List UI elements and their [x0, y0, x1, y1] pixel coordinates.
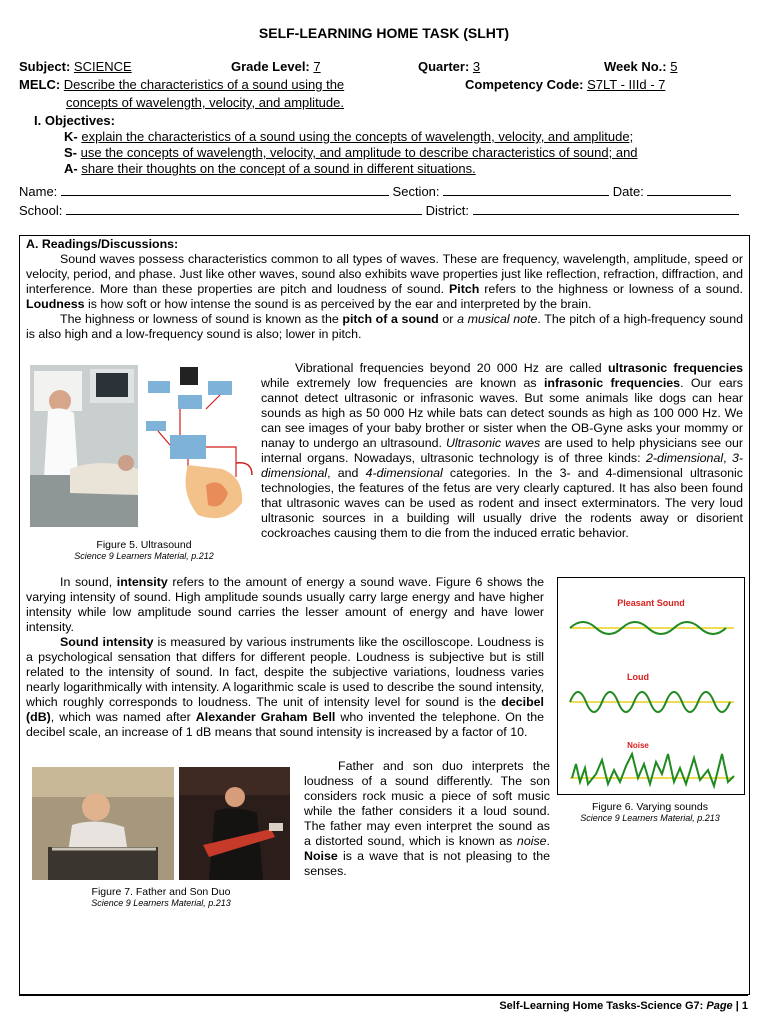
name-blank[interactable] — [61, 184, 389, 196]
week-field: Week No.: 5 — [604, 59, 678, 74]
competency-value: S7LT - IIId - 7 — [587, 77, 666, 92]
quarter-value: 3 — [472, 59, 481, 74]
melc-line-2: concepts of wavelength, velocity, and amplitude. — [66, 95, 344, 110]
melc-line-1: Describe the characteristics of a sound using the — [63, 77, 345, 92]
school-blank[interactable] — [66, 203, 422, 215]
objective-skill: S- use the concepts of wavelength, velocity, and amplitude to describe characteristics of sound; and — [64, 145, 638, 160]
name-row: Name: Section: Date: — [19, 184, 749, 199]
paragraph-6: Father and son duo interprets the loudness of a sound differently. The son considers rock music a piece of soft music while the father considers it a loud sound. The father may even interpret the sound as a distorted sound, which is known as noise. Noise is a wave that is not pleasing to the senses. — [304, 759, 550, 878]
paragraph-6-top — [304, 759, 550, 879]
paragraphs-4-5 — [26, 575, 544, 740]
grade-field: Grade Level: 7 — [231, 59, 321, 74]
district-blank[interactable] — [473, 203, 739, 215]
objectives-heading: I. Objectives: — [34, 113, 115, 128]
paragraph-2: The highness or lowness of sound is known as the pitch of a sound or a musical note. The pitch of a high-frequency sound is also high and a low-frequency sound is also; lower in pitch. — [26, 312, 743, 341]
paragraph-1: Sound waves possess characteristics common to all types of waves. These are frequency, wavelength, amplitude, speed or velocity, period, and phase. Just like other waves, sound also exhibits wave properties just like reflection, refraction, diffraction, and interference. More than these properties are pitch and loudness of sound. Pitch refers to the highness or lowness of a sound. Loudness is how soft or how intense the sound is as perceived by the ear and interpreted by the brain. — [26, 252, 743, 311]
figure-6-caption: Figure 6. Varying sounds Science 9 Learners Material, p.213 — [580, 801, 720, 823]
section-blank[interactable] — [443, 184, 609, 196]
figure-5-image — [30, 365, 258, 527]
paragraph-3: Vibrational frequencies beyond 20 000 Hz are called ultrasonic frequencies while extremely low frequencies are known as infrasonic frequencies. Our ears cannot detect ultrasonic or infrasonic waves. But some animals like dogs can hear sounds as high as 50 000 Hz while bats can detect sounds as high as 100 000 Hz. We can see images of your baby brother or sister when the OB-Gyne asks your mommy or nanay to undergo an ultrasound. Ultrasonic waves are used to help physicians see our internal organs. Nowadays, ultrasonic technology is of three kinds: 2-dimensional, 3-dimensional, and 4-dimensional categories. In the 3- and 4-dimensional ultrasonic technologies, the features of the fetus are very clearly captured. It has also been found that ultrasonic waves can be used as rodent and insect exterminators. The very loud ultrasonic sources in a building will usually drive the rodents away or disorient cockroaches causing them to die from the induced erratic behavior. — [261, 361, 743, 540]
week-value: 5 — [670, 59, 678, 74]
footer-rule — [19, 995, 748, 996]
figure-7-caption: Figure 7. Father and Son Duo Science 9 Learners Material, p.213 — [91, 886, 231, 908]
school-row: School: District: — [19, 203, 749, 218]
noise-label: Noise — [627, 741, 649, 750]
figure-6-image — [557, 577, 745, 795]
subject-field: Subject: SCIENCE — [19, 59, 132, 74]
quarter-field: Quarter: 3 — [418, 59, 481, 74]
pleasant-sound-label: Pleasant Sound — [617, 598, 685, 608]
competency-field: Competency Code: S7LT - IIId - 7 — [465, 77, 666, 92]
readings-heading: A. Readings/Discussions: — [26, 237, 179, 251]
subject-value: SCIENCE — [73, 59, 132, 74]
grade-value: 7 — [313, 59, 321, 74]
page-footer: Self-Learning Home Tasks-Science G7: Page | 1 — [499, 1000, 748, 1012]
paragraph-4: In sound, intensity refers to the amount of energy a sound wave. Figure 6 shows the varying intensity of sound. High amplitude sounds usually carry large energy and have higher intensity while low amplitude sound carries the lesser amount of energy and have lower intensity. — [26, 575, 544, 634]
melc-field: MELC: Describe the characteristics of a sound using the — [19, 77, 345, 92]
objective-attitude: A- share their thoughts on the concept of a sound in different situations. — [64, 161, 476, 176]
date-blank[interactable] — [647, 184, 731, 196]
figure-7-father-photo — [32, 767, 174, 880]
objective-knowledge: K- explain the characteristics of a sound using the concepts of wavelength, velocity, and amplitude; — [64, 129, 634, 144]
figure-5-caption: Figure 5. Ultrasound Science 9 Learners Material, p.212 — [74, 539, 214, 561]
figure-7-son-photo — [179, 767, 290, 880]
page-title: SELF-LEARNING HOME TASK (SLHT) — [258, 25, 510, 41]
paragraph-5: Sound intensity is measured by various instruments like the oscilloscope. Loudness is a psychological sensation that differs for different people. Loudness is subjective but is still related to the intensity of sound. In fact, despite the subjective variations, loudness varies nearly logarithmically with intensity. A logarithmic scale is used to describe the sound intensity, which roughly corresponds to loudness. The unit of intensity level for sound is the decibel (dB), which was named after Alexander Graham Bell who invented the telephone. On the decibel scale, an increase of 1 dB means that sound intensity is increased by a factor of 10. — [26, 635, 544, 739]
readings-top — [26, 237, 743, 342]
loud-label: Loud — [627, 672, 649, 682]
